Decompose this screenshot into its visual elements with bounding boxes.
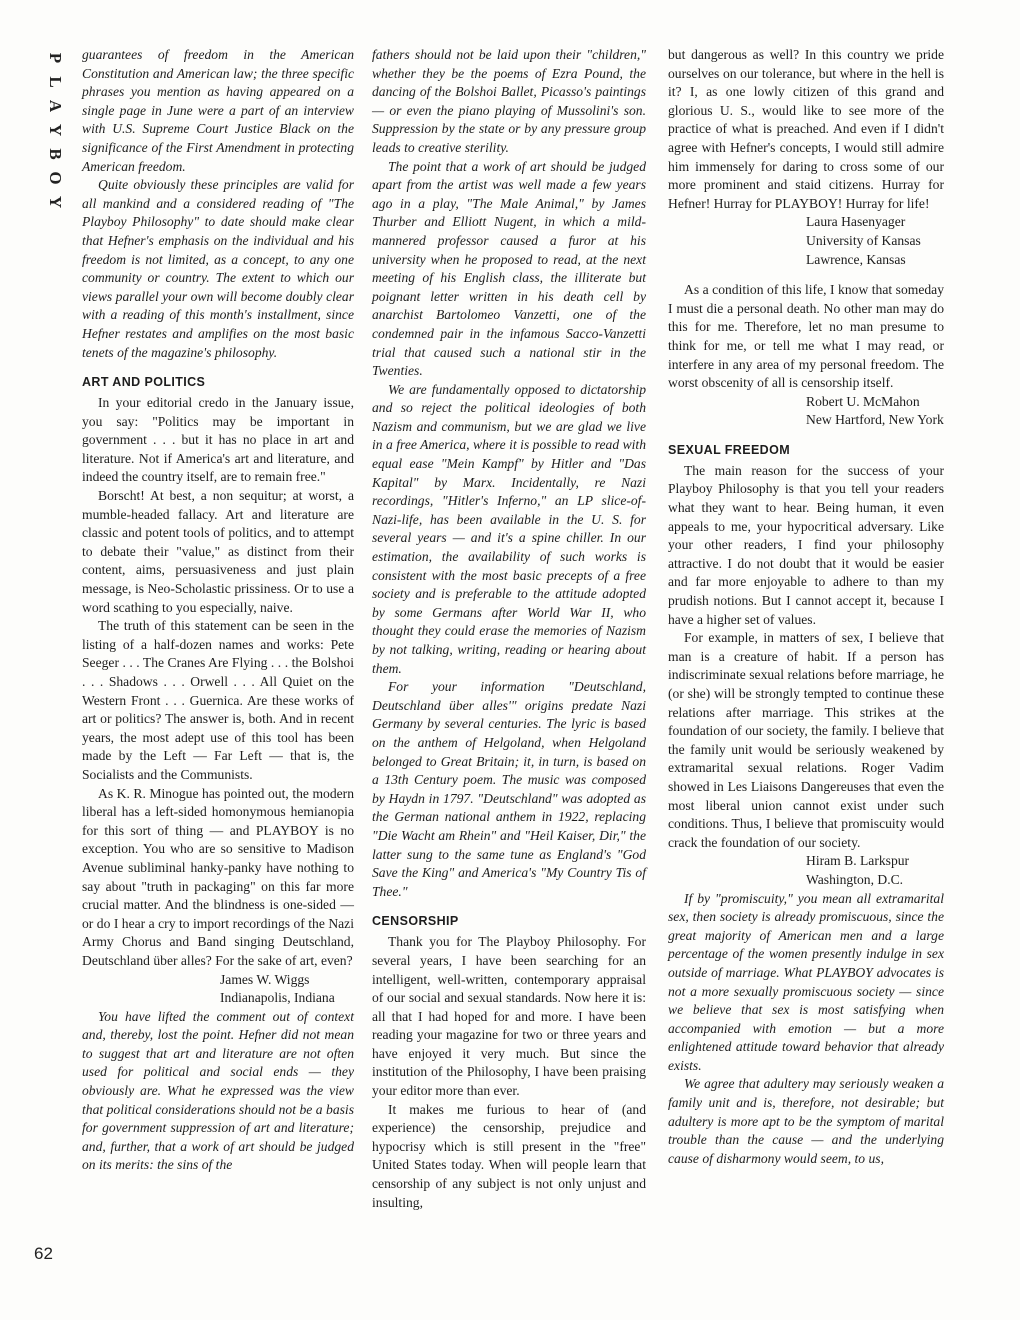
side-title-letter: O bbox=[46, 171, 65, 185]
editor-reply-paragraph: You have lifted the comment out of context and, thereby, lost the point. Hefner did not mean to suggest that art and literature are not often used for political and social ends — they obviously are. What he expressed was the view that political considerations should not be a basis for government suppression of art and literature; and, further, that a work of art should be judged on its merits: the sins of the bbox=[82, 1008, 354, 1173]
editor-reply-paragraph: For your information "Deutschland, Deutschland über alles'" origins predate Nazi Germany by several centuries. The lyric is based on the anthem of Helgoland, when Helgoland belonged to Great Britain; it, in turn, is based on a 13th Century poem. The music was composed by Haydn in 1797. "Deutschland" was adopted as the German national anthem in 1922, replacing "Die Wacht am Rhein" and "Heil Kaiser, Dir," the latter sung to the same tune as England's "God Save the King" and America's "My Country Tis of Thee." bbox=[372, 679, 646, 899]
editor-reply-continued: fathers should not be laid upon their "children," whether they be the poems of Ezra Pound, the dancing of the Bolshoi Ballet, Picasso's paintings — or even the piano playing of Mussolini's son. Suppression by the state or by any pressure group leads to creative sterility. bbox=[372, 47, 646, 155]
letter-signature-place: Indianapolis, Indiana bbox=[220, 990, 335, 1006]
letter-paragraph: Borscht! At best, a non sequitur; at worst, a mumble-headed fallacy. Art and literature are classic and potent tools of politics, and to attempt to debate their "value," as distinct from their content, aims, persuasiveness and just plain message, is Neo-Scholastic prissiness. Or to use a word scathing to you especially, naive. bbox=[82, 488, 354, 615]
page-number: 62 bbox=[34, 1244, 53, 1263]
editor-reply-paragraph: We are fundamentally opposed to dictatorship and so reject the political ideologies of both Nazism and communism, but we are glad we live in a free America, where it is possible to read with equal ease "Mein Kampf" by Hitler and "Das Kapital" by Marx. Incidentally, re Nazi recordings, "Hitler's Inferno," an LP slice-of-Nazi-life, has been available in the U. S. for several years — and it's a spine chiller. In our estimation, the availability of such works is consistent with the most basic precepts of a free society and is preferable to the attitude adopted by some Germans after World War II, who thought they could erase the memories of Nazism by not talking, writing, reading or hearing about them. bbox=[372, 381, 646, 676]
letter-paragraph-continued: but dangerous as well? In this country we pride ourselves on our tolerance, but where in the hell is it? I, as one lowly citizen of this grand and glorious U. S., would like to see more of the practice of what is preached. And even if I didn't agree with Hefner's concepts, I would still admire him immensely for daring to cross some of our more prominent and staid citizens. Hurray for Hefner! Hurray for PLAYBOY! Hurray for life! bbox=[668, 47, 944, 211]
editor-reply-paragraph: If by "promiscuity," you mean all extramarital sex, then society is already promiscuous, since the great majority of American men and a large percentage of the women presently indulge in sex outside of marriage. What PLAYBOY advocates is not a more sexually promiscuous society — since we believe that sex is most satisfying when accompanied with emotion — but a more enlightened attitude toward behavior that already exists. bbox=[668, 890, 944, 1073]
side-title-letter: P bbox=[46, 52, 65, 64]
letter-signature-name: Robert U. McMahon bbox=[806, 393, 920, 409]
letter-paragraph: As a condition of this life, I know that someday I must die a personal death. No other man may do this for me. Therefore, let no man presume to think for me, or tell me what I may read, or interfere in any area of my personal freedom. The worst obscenity of all is censorship itself. bbox=[668, 282, 944, 391]
side-title-letter: Y bbox=[46, 195, 65, 209]
side-title-letter: Y bbox=[46, 123, 65, 137]
letter-signature-place: Lawrence, Kansas bbox=[806, 251, 906, 267]
letter-signature-place: New Hartford, New York bbox=[806, 412, 944, 428]
letter-signature-name: Laura Hasenyager bbox=[806, 214, 906, 230]
side-title-letter: B bbox=[46, 148, 65, 160]
letter-paragraph: The truth of this statement can be seen in the listing of a half-dozen names and works: Pete Seeger . . . The Cranes Are Flying . . . the Bolshoi . . . Shadows . . . Orwell . . . All Quiet on the Western Front . . . Guernica. Are these works of art or politics? The answer is, both. And in recent years, the most adept use of this tool has been made by the Left — Far Left — that is, the Socialists and the Communists. bbox=[82, 618, 354, 782]
letter-signature-name: James W. Wiggs bbox=[220, 971, 310, 987]
section-heading-sexual-freedom: SEXUAL FREEDOM bbox=[668, 442, 791, 457]
letter-paragraph: In your editorial credo in the January issue, you say: "Politics may be important in government . . . but it has no place in art and literature. Not if America's art and literature, and indeed the country itself, are to remain free." bbox=[82, 395, 354, 485]
section-heading-censorship: CENSORSHIP bbox=[372, 914, 459, 929]
side-title-letter: A bbox=[46, 99, 65, 113]
magazine-side-title bbox=[40, 48, 70, 216]
letter-paragraph: The main reason for the success of your Playboy Philosophy is that you tell your readers what they want to hear. Being human, it even appeals to me, your hypocritical adversary. Like your other readers, I find your philosophy attractive. I do not doubt that it would be easier and far more enjoyable to adhere to than my prudish notions. But I cannot accept it, because I have a higher set of values. bbox=[668, 462, 944, 627]
letter-signature-affiliation: University of Kansas bbox=[806, 232, 921, 248]
letter-paragraph: It makes me furious to hear of (and experience) the censorship, prejudice and hypocrisy which is still present in the "free" United States today. When will people learn that censorship of any subject is not only unjust and insulting, bbox=[372, 1101, 646, 1210]
letter-paragraph: Thank you for The Playboy Philosophy. For several years, I have been searching for an intelligent, well-written, contemporary appraisal of our social and sexual standards. Now here it is: all that I had hoped for and more. I have been reading your magazine for two or three years and have enjoyed it very much. But since the institution of the Philosophy, I have been praising your editor more than ever. bbox=[372, 934, 646, 1099]
editor-reply-continued: guarantees of freedom in the American Constitution and American law; the three specific phrases you mention as having appeared on a single page in June were a part of an interview with U.S. Supreme Court Justice Black on the significance of the First Amendment in protecting American freedom. bbox=[82, 47, 354, 174]
letter-paragraph: As K. R. Minogue has pointed out, the modern liberal has a left-sided homonymous hemianopia for this sort of thing — and PLAYBOY is no exception. You who are so sensitive to Madison Avenue subliminal hanky-panky have nothing to say about "truth in packaging" on this far more crucial matter. And the blindness is one-sided — or do I hear a cry to import recordings of the Nazi Army Chorus and Band singing Deutschland, Deutschland über alles? For the sake of art, even? bbox=[82, 785, 354, 968]
letter-paragraph: For example, in matters of sex, I believe that man is a creature of habit. If a person has indiscriminate sexual relations before marriage, he (or she) will be strongly tempted to continue these relations after marriage. This strikes at the foundation of our society, the family. I believe that the family unit would be seriously weakened by extramarital sexual relations. Roger Vadim showed in Les Liaisons Dangereuses that even the most liberal union cannot exist under such conditions. Thus, I believe that promiscuity would crack the foundation of our society. bbox=[668, 630, 944, 850]
column-2 bbox=[372, 46, 646, 1212]
column-1 bbox=[82, 46, 354, 1175]
letter-signature-place: Washington, D.C. bbox=[806, 871, 904, 887]
side-title-letter: L bbox=[46, 76, 65, 88]
letter-signature-name: Hiram B. Larkspur bbox=[806, 853, 910, 869]
column-3 bbox=[668, 46, 944, 1168]
editor-reply-paragraph: Quite obviously these principles are valid for all mankind and a considered reading of "The Playboy Philosophy" to date should make clear that Hefner's emphasis on the individual and his freedom is not limited, as a concept, to any one community or country. The extent to which our views parallel your own will become doubly clear with a reading of this month's installment, since Hefner restates and amplifies on the most basic tenets of the magazine's philosophy. bbox=[82, 177, 354, 360]
editor-reply-paragraph: The point that a work of art should be judged apart from the artist was well made a few years ago in a play, "The Male Animal," by James Thurber and Elliott Nugent, in which a mild-mannered professor caused a furor at his university when he proposed to read, at the next meeting of his English class, the illiterate but poignant letter written in his death cell by anarchist Bartolomeo Vanzetti, one of the condemned pair in the infamous Sacco-Vanzetti trial that caused such a national stir in the Twenties. bbox=[372, 158, 646, 379]
editor-reply-paragraph: We agree that adultery may seriously weaken a family unit and is, therefore, not desirable; but adultery is more apt to be the symptom of marital trouble than the cause — and the underlying cause of disharmony would seem, to us, bbox=[668, 1076, 944, 1166]
letter-separator bbox=[668, 269, 944, 281]
section-heading-art-and-politics: ART AND POLITICS bbox=[82, 375, 206, 390]
